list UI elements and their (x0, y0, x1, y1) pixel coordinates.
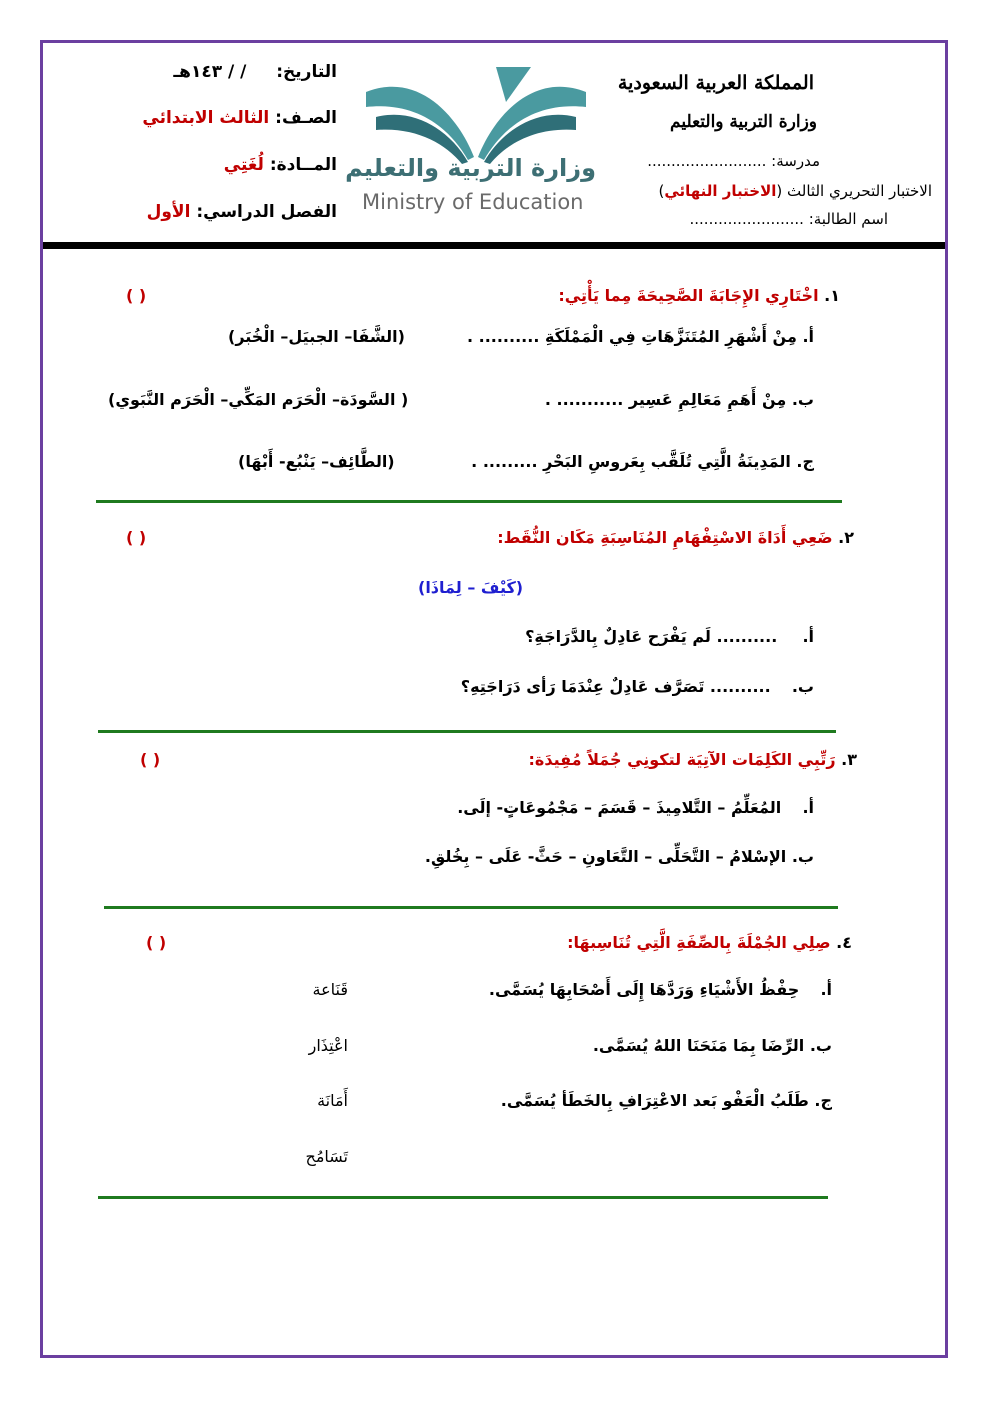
q3-item-b (425, 847, 814, 866)
q4-answer-1: قَنَاعة (312, 980, 348, 999)
item-label: ب. (809, 1036, 832, 1055)
subject-label: المــادة: (269, 155, 337, 175)
item-label: ج. (796, 452, 814, 471)
date-label: التاريخ: (276, 62, 337, 82)
ministry-title: وزارة التربية والتعليم (670, 112, 817, 132)
q4-answer-2: اعْتِذَار (308, 1036, 348, 1055)
item-label: ب. (791, 677, 814, 696)
q1-item-c (471, 452, 814, 471)
exam-suffix: ) (658, 182, 665, 200)
item-text: حِفْظُ الأَشْيَاءِ وَرَدَّهَا إِلَى أَصْحَابِهَا يُسَمَّى. (488, 980, 800, 999)
exam-final: الاختبار النهائي (664, 182, 777, 200)
q1-options-c: (الطَّائِف– يَنْبُع- أَبْهَا) (238, 452, 395, 471)
subject-value: لُغَتِي (223, 155, 264, 175)
q2-item-a (525, 627, 814, 646)
q4-answer-4: تَسَامُح (305, 1147, 348, 1166)
item-text: الإسْلامُ – التَّحَلِّى – التَّعَاونِ – حَثَّ- عَلَى – بِخُلقِ. (424, 847, 787, 866)
date-value: / / ١٤٣هـ (173, 62, 247, 82)
item-label: أ. (802, 327, 814, 346)
semester-row (147, 202, 337, 222)
q2-number: ٢. (838, 528, 854, 547)
item-text: الرِّضَا بِمَا مَنَحَنَا اللهُ يُسَمَّى. (592, 1036, 805, 1055)
semester-value: الأول (146, 202, 191, 222)
item-label: أ. (802, 798, 814, 817)
q2-score: ( ) (126, 528, 147, 547)
q4-separator (98, 1196, 828, 1199)
date-row (173, 62, 337, 82)
grade-label: الصـف: (275, 108, 337, 128)
item-text: .......... لَم يَفْرَح عَادِلٌ بِالدَّرَاجَةِ؟ (525, 627, 778, 646)
q1-title (558, 286, 840, 305)
q2-title (497, 528, 854, 547)
q1-separator (96, 500, 842, 503)
item-label: ب. (791, 390, 814, 409)
item-label: أ. (820, 980, 832, 999)
grade-row (142, 108, 337, 128)
grade-value: الثالث الابتدائي (142, 108, 270, 128)
q4-item-a (489, 980, 832, 999)
q4-answer-3: أَمَانَة (317, 1091, 348, 1110)
q4-item-b (593, 1036, 832, 1055)
school-label: مدرسة: ......................... (647, 152, 820, 170)
q2-title-text: ضَعِي أَدَاةَ الاسْتِفْهَامِ المُنَاسِبَةِ مَكَان النُّقَط: (497, 528, 833, 547)
q3-title (528, 750, 857, 769)
q1-title-text: اخْتَارِي الإِجَابَةَ الصَّحِيحَةَ مِما يَأْتِي: (558, 286, 819, 305)
item-label: ج. (814, 1091, 832, 1110)
q3-title-text: رَتِّبِي الكَلِمَات الآتِيَة لتكونِي جُمَلاً مُفِيدَة: (528, 750, 836, 769)
q1-options-b: ( السَّودَة– الْحَرَم المَكِّي– الْحَرَم النَّبَوي) (108, 390, 409, 409)
subject-row (224, 155, 337, 175)
item-text: .......... تَصَرَّف عَادِلٌ عِنْدَمَا رَأى دَرَاجَتِهِ؟ (460, 677, 771, 696)
q3-item-a (457, 798, 814, 817)
q4-title (567, 933, 852, 952)
item-label: ب. (791, 847, 814, 866)
q2-choices: (كَيْفَ – لِمَاذَا) (418, 578, 524, 597)
q2-item-b (461, 677, 814, 696)
logo-arabic-text: وزارة التربية والتعليم (345, 154, 596, 182)
item-text: طَلَبُ الْعَفْو بَعد الاعْتِرَافِ بِالخَطَأ يُسَمَّى. (500, 1091, 809, 1110)
item-label: أ. (802, 627, 814, 646)
exam-title (658, 182, 932, 200)
header-divider (43, 242, 945, 249)
logo-english-text: Ministry of Education (362, 190, 584, 214)
q2-separator (98, 730, 836, 733)
q1-item-a (467, 327, 814, 346)
item-text: المُعَلِّمُ – التَّلامِيذَ – قَسَمَ – مَجْمُوعَاتٍ- إلَى. (457, 798, 782, 817)
student-name-label: اسم الطالبة: ........................ (689, 210, 888, 228)
q3-score: ( ) (140, 750, 161, 769)
q1-score: ( ) (126, 286, 147, 305)
ministry-logo (345, 62, 596, 222)
q1-options-a: (الشَّفَا– الجبيَل– الْخُبَر) (228, 327, 405, 346)
q1-item-b (545, 390, 814, 409)
q4-number: ٤. (836, 933, 852, 952)
q1-number: ١. (824, 286, 840, 305)
item-text: المَدِينَةُ الَّتِي تُلَقَّب بِعَروسِ البَحْرِ ......... . (471, 452, 791, 471)
page-frame (40, 40, 948, 1358)
q3-number: ٣. (841, 750, 857, 769)
q4-title-text: صِلِي الجُمْلَةَ بِالصِّفَةِ الَّتِي تُنَاسِبهَا: (567, 933, 831, 952)
exam-prefix: الاختبار التحريري الثالث ( (776, 182, 932, 200)
q4-item-c (501, 1091, 832, 1110)
kingdom-title: المملكة العربية السعودية (617, 72, 814, 94)
q3-separator (104, 906, 838, 909)
item-text: مِنْ أَشْهَرِ المُتَنَزَّهَاتِ فِي الْمَمْلَكَةِ .......... . (466, 327, 797, 346)
semester-label: الفصل الدراسي: (196, 202, 337, 222)
q4-score: ( ) (146, 933, 167, 952)
item-text: مِنْ أَهَمِ مَعَالِمِ عَسِير ........... . (544, 390, 787, 409)
